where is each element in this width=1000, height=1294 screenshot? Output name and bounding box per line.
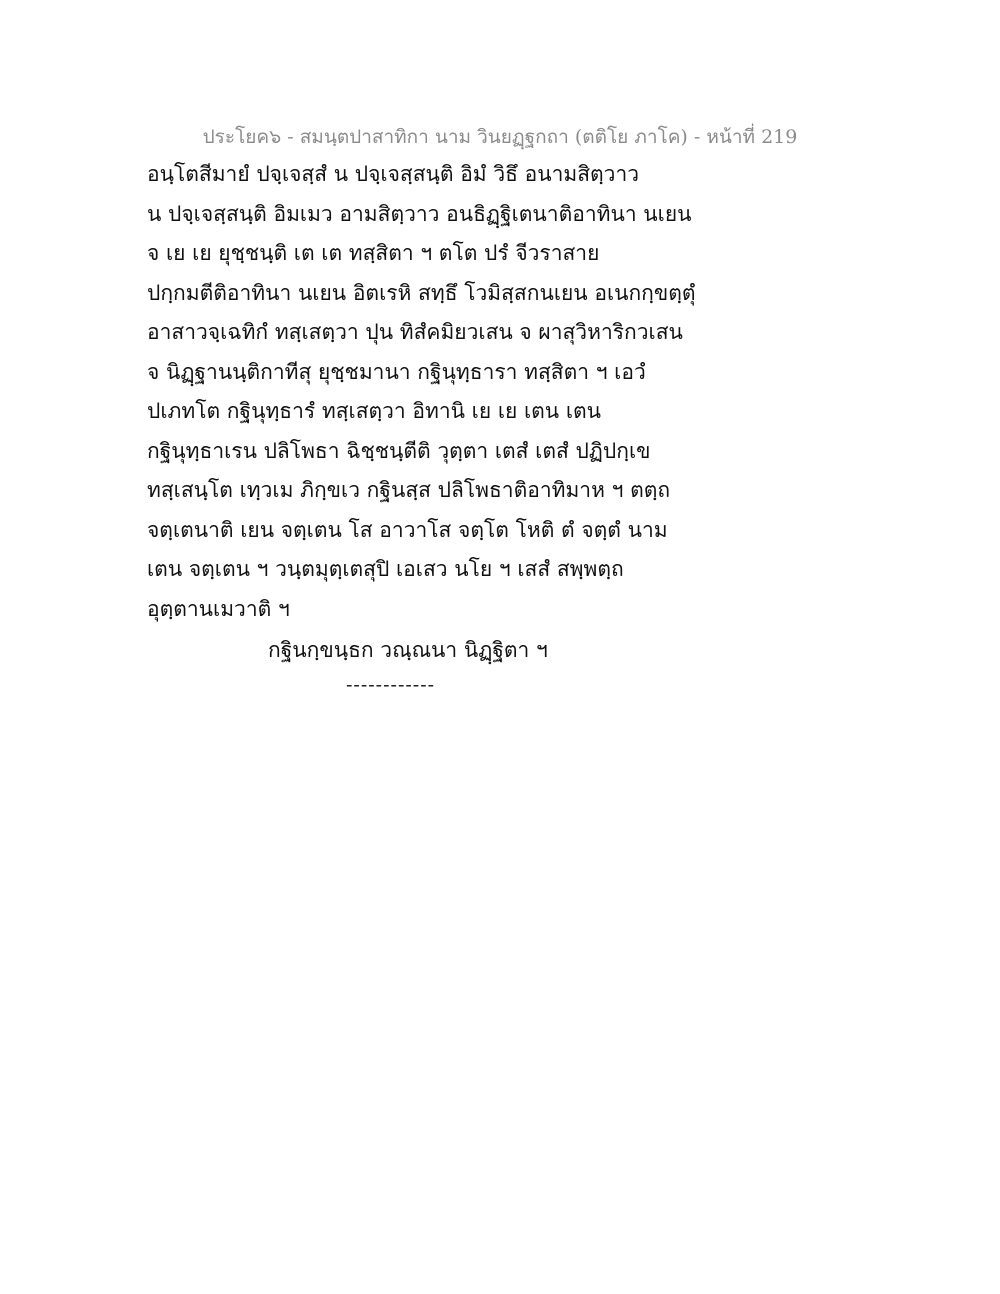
body-line: จ นิฏฺฐานนฺติกาทีสุ ยุชฺชมานา กฐินุทฺธารา ทสฺสิตา ฯ เอวํ [147, 359, 646, 384]
section-closing: กฐินกฺขนฺธก วณฺณนา นิฏฺฐิตา ฯ [268, 638, 548, 662]
body-line: ทสฺเสนฺโต เทฺวเม ภิกฺขเว กฐินสฺส ปลิโพธาติอาทิมาห ฯ ตตฺถ [147, 478, 671, 502]
body-line: จ เย เย ยุชฺชนฺติ เต เต ทสฺสิตา ฯ ตโต ปรํ จีวราสาย [147, 241, 600, 265]
body-text [147, 158, 707, 632]
body-line: ปกฺกมตีติอาทินา นเยน อิตเรหิ สทฺธึ โวมิสฺสกนเยน อเนกกฺขตฺตุํ [147, 280, 696, 305]
body-line: อนฺโตสีมายํ ปจฺเจสฺสํ น ปจฺเจสฺสนฺติ อิมํ วิธึ อนามสิตฺวาว [147, 162, 640, 186]
body-line: ปเภทโต กฐินุทฺธารํ ทสฺเสตฺวา อิทานิ เย เย เตน เตน [147, 399, 602, 423]
body-line: จตฺเตนาติ เยน จตฺเตน โส อาวาโส จตฺโต โหติ ตํ จตฺตํ นาม [147, 517, 668, 542]
body-line: อาสาวจฺเฉทิกํ ทสฺเสตฺวา ปุน ทิสํคมิยวเสน จ ผาสุวิหาริกวเสน [147, 320, 683, 344]
body-line: เตน จตฺเตน ฯ วนฺตมุตฺเตสุปิ เอเสว นโย ฯ เสสํ สพฺพตฺถ [147, 557, 624, 581]
body-line: อุตฺตานเมวาติ ฯ [147, 596, 290, 621]
running-header: ประโยค๖ - สมนฺตปาสาทิกา นาม วินยฏฺฐกถา (ตติโย ภาโค) - หน้าที่ 219 [202, 126, 798, 148]
body-line: น ปจฺเจสฺสนฺติ อิมเมว อามสิตฺวาว อนธิฏฺฐิเตนาติอาทินา นเยน [147, 201, 692, 226]
separator-line: ------------ [346, 674, 436, 696]
body-line: กฐินุทฺธาเรน ปลิโพธา ฉิชฺชนฺตีติ วุตฺตา เตสํ เตสํ ปฏิปกฺเข [147, 438, 651, 463]
